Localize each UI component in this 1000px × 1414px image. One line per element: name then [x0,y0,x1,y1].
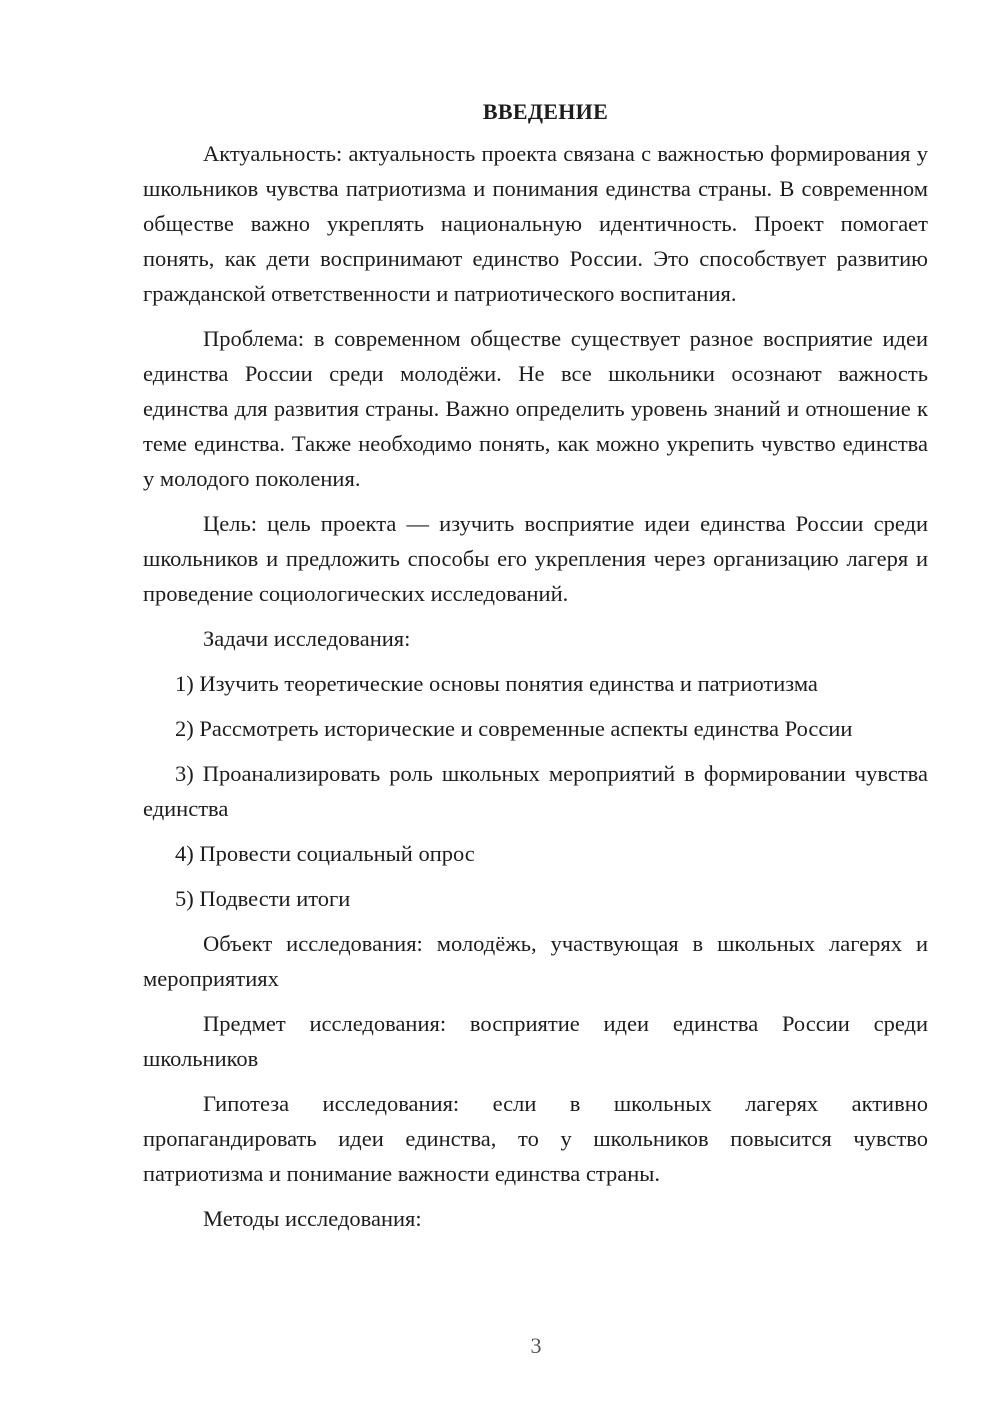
paragraph-relevance: Актуальность: актуальность проекта связана с важностью формирования у школьников чувства патриотизма и понимания единства страны. В современном обществе важно укреплять национальную идентичность. Проект помогает понять, как дети воспринимают единство России. Это способствует развитию гражданской ответственности и патриотического воспитания. [143,141,928,306]
paragraph-object: Объект исследования: молодёжь, участвующая в школьных лагерях и мероприятиях [143,931,928,991]
task-item-3: 3) Проанализировать роль школьных мероприятий в формировании чувства единства [143,761,928,821]
paragraph-problem: Проблема: в современном обществе существует разное восприятие идеи единства России среди молодёжи. Не все школьники осознают важность единства для развития страны. Важно определить уровень знаний и отношение к теме единства. Также необходимо понять, как можно укрепить чувство единства у молодого поколения. [143,326,928,491]
task-item-4: 4) Провести социальный опрос [175,841,475,866]
page-number: 3 [530,1333,542,1358]
tasks-heading: Задачи исследования: [203,626,411,651]
paragraph-methods: Методы исследования: [203,1206,422,1231]
paragraph-goal: Цель: цель проекта — изучить восприятие идеи единства России среди школьников и предложить способы его укрепления через организацию лагеря и проведение социологических исследований. [143,511,928,606]
paragraph-hypothesis: Гипотеза исследования: если в школьных лагерях активно пропагандировать идеи единства, то у школьников повысится чувство патриотизма и понимание важности единства страны. [143,1091,928,1186]
task-item-1: 1) Изучить теоретические основы понятия единства и патриотизма [175,671,818,696]
page-title: ВВЕДЕНИЕ [482,99,609,124]
task-item-5: 5) Подвести итоги [175,886,351,911]
paragraph-subject: Предмет исследования: восприятие идеи единства России среди школьников [143,1011,928,1071]
task-item-2: 2) Рассмотреть исторические и современные аспекты единства России [175,716,853,741]
page-content [143,94,928,1246]
